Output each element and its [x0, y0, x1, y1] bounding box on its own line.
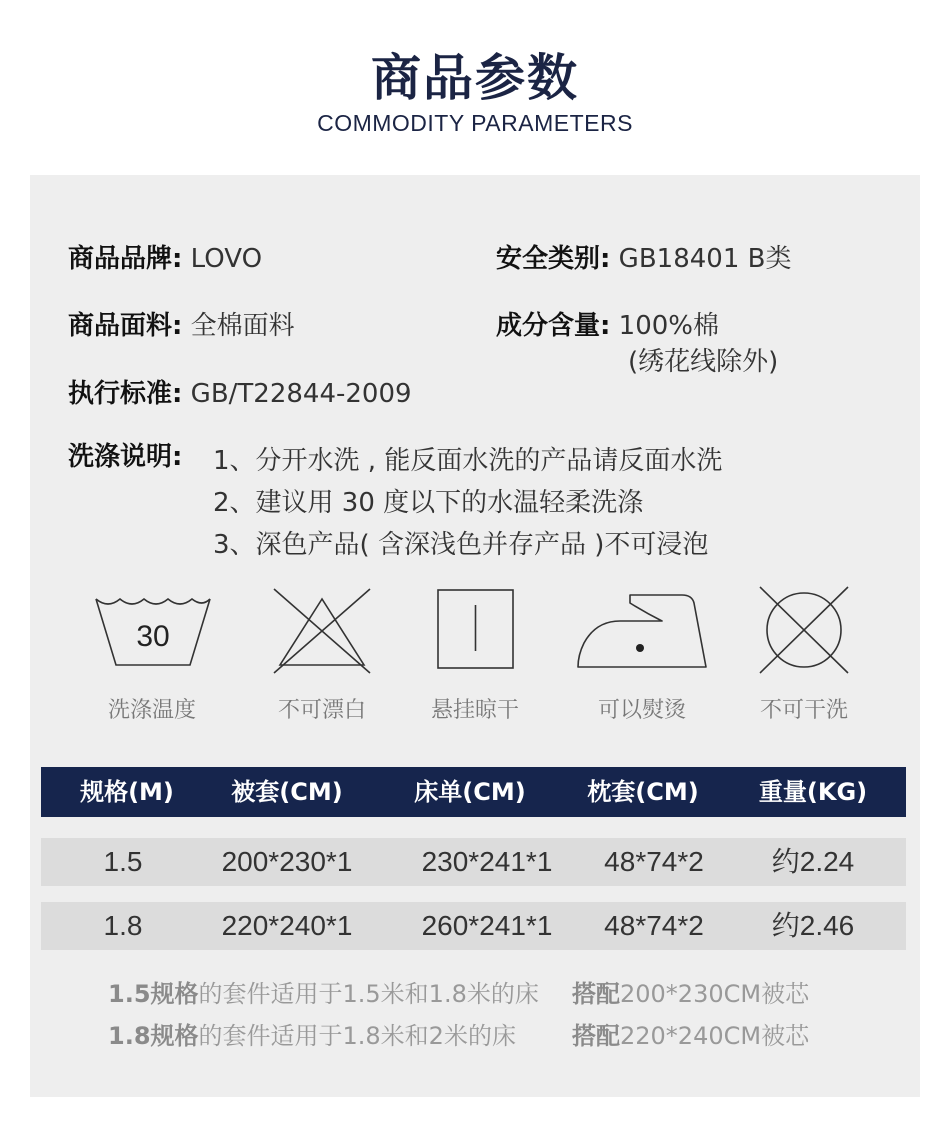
wash-30-icon [82, 585, 222, 675]
table-cell: 48*74*2 [604, 846, 704, 877]
no-dry-clean-icon [734, 585, 874, 675]
table-cell: 200*230*1 [221, 846, 353, 877]
column-header: 规格(M) [80, 778, 174, 806]
param-brand [68, 242, 262, 276]
line-dry-icon [405, 585, 545, 675]
note-spec: 1.5规格 [108, 980, 199, 1008]
table-cell: 约2.46 [771, 910, 855, 941]
no-bleach-icon [252, 585, 392, 675]
note-text: 的套件适用于1.5米和1.8米的床 [198, 980, 539, 1008]
param-value: GB/T22844-2009 [190, 379, 412, 409]
care-label: 洗涤温度 [107, 698, 196, 723]
table-cell: 230*241*1 [421, 846, 553, 877]
note-core: 200*230CM被芯 [620, 980, 810, 1008]
care-item-wash [82, 585, 222, 723]
note-match: 搭配 [572, 1022, 620, 1050]
param-safety [496, 242, 791, 276]
table-cell: 1.5 [103, 846, 143, 877]
param-label: 商品面料: [68, 311, 183, 341]
param-value: 100%棉 [618, 311, 720, 341]
column-header: 被套(CM) [231, 778, 343, 806]
care-item-line-dry [405, 585, 545, 723]
washing-line: 1、分开水洗 , 能反面水洗的产品请反面水洗 [213, 446, 723, 476]
care-label: 可以熨烫 [597, 698, 686, 723]
washing-instructions [68, 440, 182, 474]
page-title: 商品参数 [371, 49, 579, 107]
param-content-note: (绣花线除外) [628, 347, 779, 377]
table-cell: 220*240*1 [221, 910, 353, 941]
param-content [496, 309, 719, 343]
param-value: 全棉面料 [190, 311, 295, 341]
param-standard [68, 377, 412, 411]
table-cell: 1.8 [103, 910, 143, 941]
table-row [41, 902, 906, 950]
washing-label: 洗涤说明: [68, 442, 183, 472]
iron-icon [572, 585, 712, 675]
care-item-no-bleach [252, 585, 392, 723]
table-cell: 260*241*1 [421, 910, 553, 941]
table-cell: 约2.24 [771, 846, 855, 877]
table-cell: 48*74*2 [604, 910, 704, 941]
param-label: 安全类别: [496, 244, 611, 274]
param-fabric [68, 309, 295, 343]
note-match: 搭配 [572, 980, 620, 1008]
fit-note [108, 974, 539, 1009]
core-note [572, 1016, 809, 1051]
washing-lines [213, 440, 722, 566]
column-header: 床单(CM) [414, 778, 526, 806]
param-label: 成分含量: [496, 311, 611, 341]
washing-line: 2、建议用 30 度以下的水温轻柔洗涤 [213, 488, 644, 518]
page-subtitle: COMMODITY PARAMETERS [317, 110, 633, 136]
care-item-no-dry-clean [734, 585, 874, 723]
column-header: 重量(KG) [758, 778, 868, 806]
param-label: 执行标准: [68, 379, 183, 409]
care-label: 不可漂白 [277, 698, 366, 723]
note-core: 220*240CM被芯 [620, 1022, 810, 1050]
table-row [41, 838, 906, 886]
wash-temperature-number: 30 [136, 620, 170, 653]
param-value: GB18401 B类 [618, 244, 792, 274]
washing-line: 3、深色产品( 含深浅色并存产品 )不可浸泡 [213, 530, 709, 560]
param-value: LOVO [190, 244, 263, 274]
care-label: 悬挂晾干 [430, 698, 519, 723]
care-label: 不可干洗 [759, 698, 848, 723]
note-text: 的套件适用于1.8米和2米的床 [198, 1022, 516, 1050]
fit-note [108, 1016, 516, 1051]
care-item-iron [572, 585, 712, 723]
param-label: 商品品牌: [68, 244, 183, 274]
note-spec: 1.8规格 [108, 1022, 199, 1050]
core-note [572, 974, 809, 1009]
spec-table-header [41, 767, 906, 817]
column-header: 枕套(CM) [587, 778, 699, 806]
